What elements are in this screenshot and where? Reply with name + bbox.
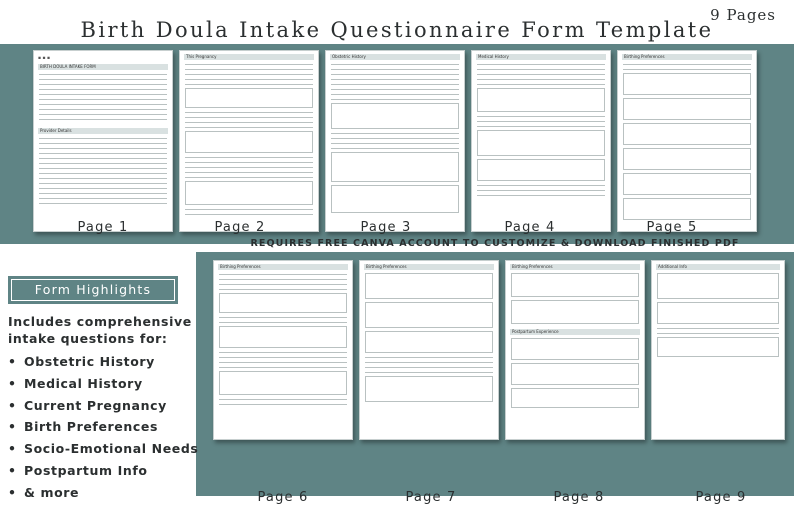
form-highlights-title: Form Highlights	[11, 279, 175, 301]
page-3-preview	[325, 50, 465, 232]
list-item: • & more	[8, 482, 198, 504]
list-item: • Postpartum Info	[8, 460, 198, 482]
list-item: • Birth Preferences	[8, 416, 198, 438]
page-3-heading: Obstetric History	[330, 54, 460, 60]
form-highlights-banner	[8, 276, 178, 304]
bullet-icon: •	[8, 462, 17, 478]
page-1-heading: BIRTH DOULA INTAKE FORM	[38, 64, 168, 70]
page-2-heading: This Pregnancy	[184, 54, 314, 60]
page-9-preview	[651, 260, 785, 440]
bullet-icon: •	[8, 397, 17, 413]
page-2-label: Page 2	[214, 220, 266, 235]
page-5-label: Page 5	[646, 220, 698, 235]
list-item: • Socio-Emotional Needs	[8, 438, 198, 460]
page-7-preview	[359, 260, 499, 440]
list-item: • Current Pregnancy	[8, 395, 198, 417]
page-4-label: Page 4	[504, 220, 556, 235]
bullet-icon: •	[8, 354, 17, 369]
bullet-icon: •	[8, 441, 17, 457]
page-8-heading: Birthing Preferences	[510, 264, 640, 270]
page-1-preview: ▪ ▪ ▪ BIRTH DOULA INTAKE FORM Provider Details	[33, 50, 173, 232]
page-8-section: Postpartum Experience	[510, 329, 640, 335]
page-6-preview	[213, 260, 353, 440]
page-title: Birth Doula Intake Questionnaire Form Template	[80, 18, 714, 42]
page-8-preview	[505, 260, 645, 440]
bullet-icon: •	[8, 375, 17, 391]
page-9-label: Page 9	[695, 490, 747, 505]
highlights-intro: Includes comprehensive intake questions for:	[8, 314, 192, 346]
page-8-label: Page 8	[553, 490, 605, 505]
page-6-heading: Birthing Preferences	[218, 264, 348, 270]
list-item: • Obstetric History	[8, 351, 198, 373]
canva-notice: REQUIRES FREE CANVA ACCOUNT TO CUSTOMIZE & DOWNLOAD FINISHED PDF	[250, 238, 740, 249]
page-4-heading: Medical History	[476, 54, 606, 60]
page-4-preview	[471, 50, 611, 232]
bullet-icon: •	[8, 484, 17, 500]
bullet-icon: •	[8, 419, 17, 435]
page-2-preview	[179, 50, 319, 232]
page-6-label: Page 6	[257, 490, 309, 505]
page-7-label: Page 7	[405, 490, 457, 505]
page-1-section: Provider Details	[38, 128, 168, 134]
page-3-label: Page 3	[360, 220, 412, 235]
page-9-heading: Additional Info	[656, 264, 780, 270]
page-count-label: 9 Pages	[710, 6, 776, 24]
page-7-heading: Birthing Preferences	[364, 264, 494, 270]
highlights-list	[8, 351, 198, 504]
page-1-label: Page 1	[77, 220, 129, 235]
list-item: • Medical History	[8, 373, 198, 395]
page-5-heading: Birthing Preferences	[622, 54, 752, 60]
page-5-preview	[617, 50, 757, 232]
